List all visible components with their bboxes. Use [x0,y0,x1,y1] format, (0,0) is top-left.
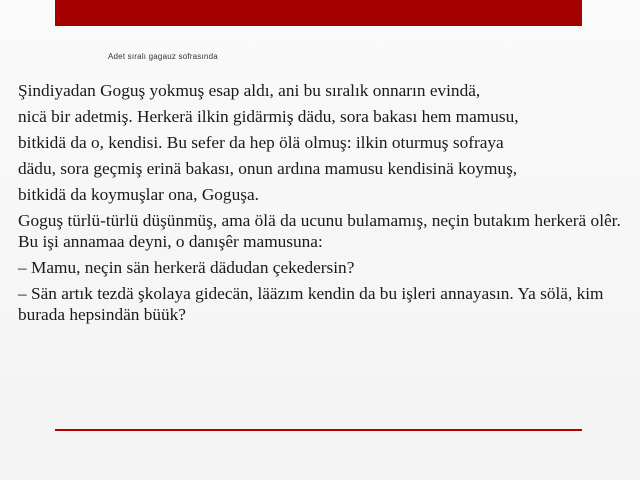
paragraph-7: – Mamu, neçin sän herkerä dädudan çekedersin? [18,258,355,277]
bottom-divider [55,429,582,431]
paragraph-1: Şindiyadan Goguş yokmuş esap aldı, ani bu sıralık onnarın evindä, [18,81,481,100]
paragraph-6: Goguş türlü-türlü düşünmüş, ama ölä da ucunu bulamamış, neçin butakım herkerä olêr. Bu işi annamaa deyni, o danışêr mamusuna: [18,211,621,251]
paragraph-8: – Sän artık tezdä şkolaya gidecän, lääzım kendin da bu işleri annayasın. Ya sölä, kim burada hepsindän büük? [18,284,604,324]
slide-body-text [18,80,636,330]
paragraph-3: bitkidä da o, kendisi. Bu sefer da hep ölä olmuş: ilkin oturmuş sofraya [18,133,504,152]
paragraph-4: dädu, sora geçmiş erinä bakası, onun ardına mamusu kendisinä koymuş, [18,159,518,178]
paragraph-5: bitkidä da koymuşlar ona, Goguşa. [18,185,259,204]
paragraph-2: nicä bir adetmiş. Herkerä ilkin gidärmiş dädu, sora bakası hem mamusu, [18,107,519,126]
title-bar [55,0,582,26]
slide-subtitle: Adet sıralı gagauz sofrasında [108,52,218,61]
